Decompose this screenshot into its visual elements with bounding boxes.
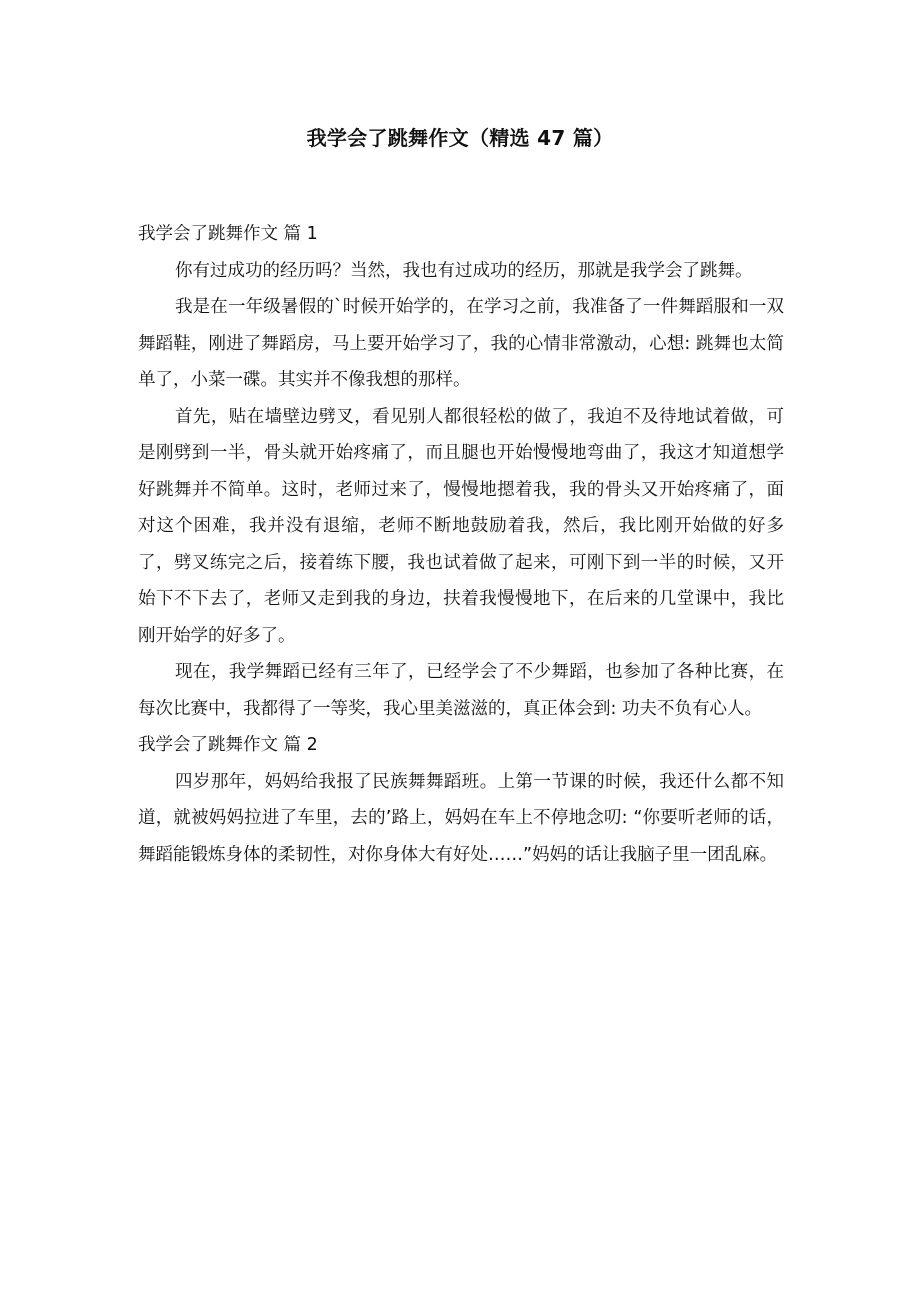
document-title: 我学会了跳舞作文（精选 47 篇） [306, 126, 614, 150]
document-body [138, 216, 784, 873]
section-heading: 我学会了跳舞作文 篇 1 [138, 224, 318, 244]
paragraph: 首先，贴在墙壁边劈叉，看见别人都很轻松的做了，我迫不及待地试着做，可是刚劈到一半，骨头就开始疼痛了，而且腿也开始慢慢地弯曲了，我这才知道想学好跳舞并不简单。这时，老师过来了，慢慢地摁着我，我的骨头又开始疼痛了，面对这个困难，我并没有退缩，老师不断地鼓励着我，然后，我比刚开始做的好多了，劈叉练完之后，接着练下腰，我也试着做了起来，可刚下到一半的时候，又开始下不下去了，老师又走到我的身边，扶着我慢慢地下，在后来的几堂课中，我比刚开始学的好多了。 [138, 406, 784, 646]
section-2 [138, 727, 784, 873]
section-heading: 我学会了跳舞作文 篇 2 [138, 735, 318, 755]
paragraph: 现在，我学舞蹈已经有三年了，已经学会了不少舞蹈，也参加了各种比赛，在每次比赛中，我都得了一等奖，我心里美滋滋的，真正体会到: 功夫不负有心人。 [138, 662, 784, 719]
paragraph: 我是在一年级暑假的`时候开始学的，在学习之前，我准备了一件舞蹈服和一双舞蹈鞋，刚进了舞蹈房，马上要开始学习了，我的心情非常激动，心想: 跳舞也太简单了，小菜一碟。其实并不像我想的那样。 [138, 297, 784, 390]
paragraph: 四岁那年，妈妈给我报了民族舞舞蹈班。上第一节课的时候，我还什么都不知道，就被妈妈拉进了车里，去的’路上，妈妈在车上不停地念叨: “你要听老师的话，舞蹈能锻炼身体的柔韧性，对你身体大有好处……”妈妈的话让我脑子里一团乱麻。 [138, 771, 784, 865]
paragraph: 你有过成功的经历吗？当然，我也有过成功的经历，那就是我学会了跳舞。 [175, 260, 753, 281]
section-1 [138, 216, 784, 727]
